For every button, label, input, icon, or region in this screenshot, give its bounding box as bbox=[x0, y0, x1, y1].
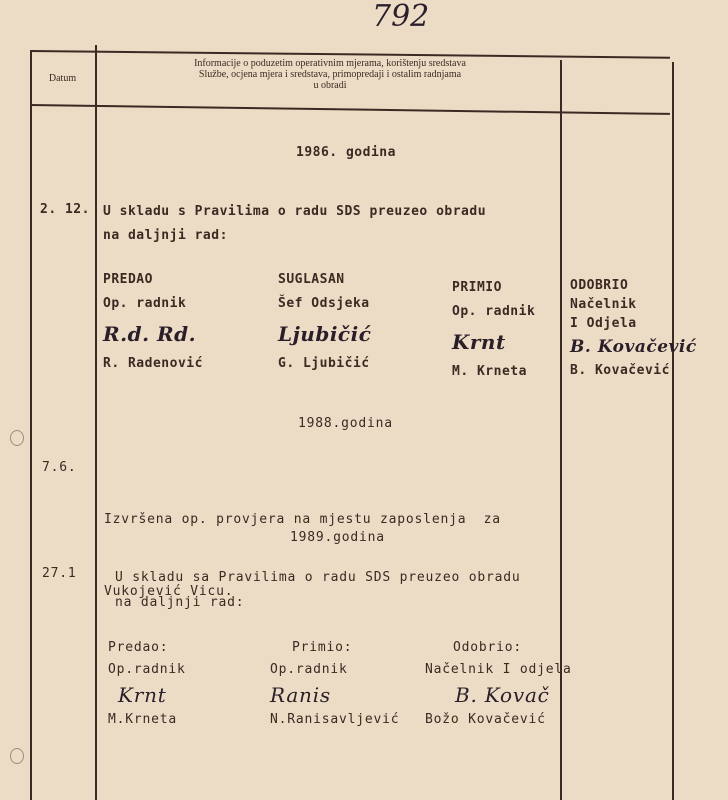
signature: Ljubičić bbox=[278, 322, 372, 346]
signature: B. Kovačević bbox=[570, 337, 697, 357]
title: Op. radnik bbox=[103, 296, 187, 311]
name: M. Krneta bbox=[452, 364, 527, 379]
year-heading: 1989.godina bbox=[290, 530, 385, 545]
header-description bbox=[110, 58, 550, 91]
punch-hole bbox=[10, 748, 24, 764]
role: PREDAO bbox=[103, 272, 153, 287]
title: Načelnik bbox=[570, 297, 637, 312]
role: ODOBRIO bbox=[570, 278, 629, 293]
entry-date: 2. 12. bbox=[40, 202, 90, 217]
signature: Ranis bbox=[270, 683, 331, 707]
role: SUGLASAN bbox=[278, 272, 345, 287]
text-line: U skladu s Pravilima o radu SDS preuzeo obradu bbox=[103, 204, 487, 219]
name: Božo Kovačević bbox=[425, 712, 546, 727]
header-line: Službe, ocjena mjera i sredstava, primopredaji i ostalim radnjama bbox=[198, 69, 462, 80]
name: B. Kovačević bbox=[570, 363, 670, 378]
signature: Krnt bbox=[118, 683, 167, 707]
signatory-primio bbox=[452, 276, 535, 384]
signatory-predao bbox=[108, 637, 186, 731]
entry-date: 7.6. bbox=[42, 460, 77, 475]
entry-text bbox=[103, 200, 486, 248]
right-border bbox=[672, 62, 674, 800]
signatory-odobrio bbox=[570, 276, 697, 380]
header-datum: Datum bbox=[48, 73, 77, 84]
entry-text bbox=[115, 565, 520, 615]
signature: B. Kovač bbox=[455, 683, 550, 707]
header-line: Informacije o poduzetim operativnim mjerama, korištenju sredstava bbox=[194, 58, 466, 69]
role: Odobrio: bbox=[453, 640, 523, 655]
role: Primio: bbox=[292, 640, 353, 655]
page-number: 792 bbox=[372, 0, 430, 34]
left-border bbox=[30, 50, 32, 800]
name: R. Radenović bbox=[103, 356, 203, 371]
punch-hole bbox=[10, 430, 24, 446]
datum-column-divider bbox=[95, 45, 97, 800]
entry-date: 27.1 bbox=[42, 566, 77, 581]
text-line: na daljnji rad: bbox=[115, 595, 245, 610]
role: Predao: bbox=[108, 640, 169, 655]
signatory-suglasan bbox=[278, 268, 371, 376]
signature: Krnt bbox=[452, 330, 506, 354]
name: N.Ranisavljević bbox=[270, 712, 400, 727]
role: PRIMIO bbox=[452, 280, 502, 295]
year-heading: 1988.godina bbox=[298, 416, 393, 431]
year-heading: 1986. godina bbox=[296, 145, 396, 160]
title: Op.radnik bbox=[270, 662, 348, 677]
text-line: Vukojević Vicu. bbox=[104, 584, 234, 599]
header-bottom-border bbox=[30, 104, 670, 115]
title: I Odjela bbox=[570, 316, 637, 331]
title: Načelnik I odjela bbox=[425, 662, 572, 677]
signatory-odobrio bbox=[425, 637, 572, 731]
signature: R.d. Rd. bbox=[103, 322, 197, 346]
text-line: U skladu sa Pravilima o radu SDS preuzeo obradu bbox=[115, 570, 521, 585]
title: Šef Odsjeka bbox=[278, 296, 370, 311]
text-line: Izvršena op. provjera na mjestu zaposlenja za bbox=[104, 512, 501, 527]
name: G. Ljubičić bbox=[278, 356, 370, 371]
signatory-primio bbox=[270, 637, 399, 731]
title: Op. radnik bbox=[452, 304, 536, 319]
text-line: na daljnji rad: bbox=[103, 228, 228, 243]
title: Op.radnik bbox=[108, 662, 186, 677]
header-line: u obradi bbox=[313, 80, 347, 91]
name: M.Krneta bbox=[108, 712, 178, 727]
signatory-predao bbox=[103, 268, 203, 376]
